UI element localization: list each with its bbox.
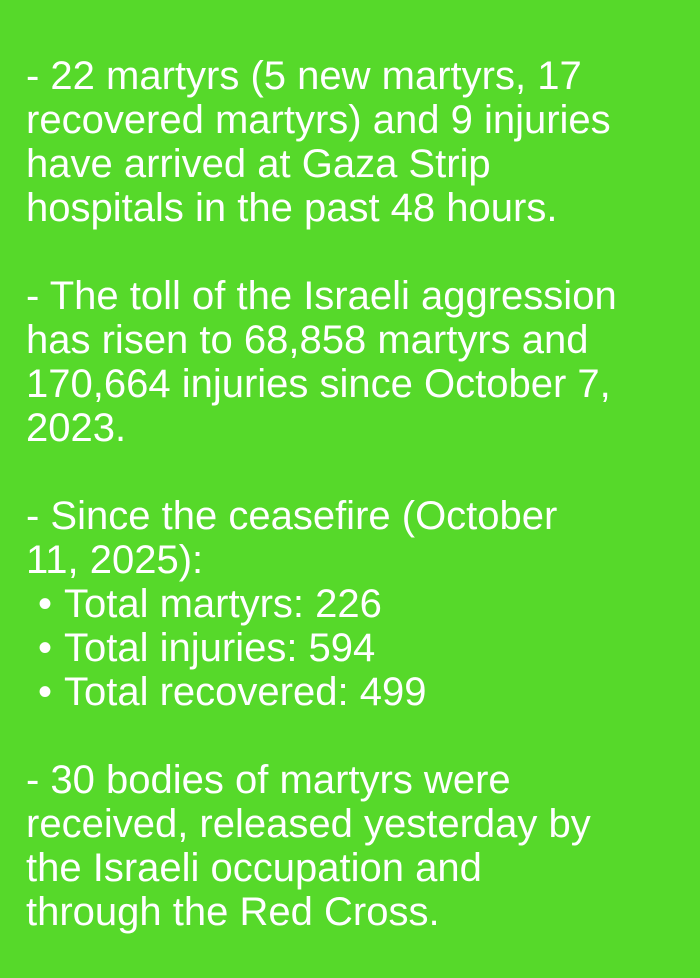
paragraph-line: - 22 martyrs (5 new martyrs, 17	[26, 54, 582, 98]
paragraph-line: - 30 bodies of martyrs were	[26, 758, 511, 802]
bullet-total-martyrs	[26, 582, 694, 626]
paragraph-toll	[26, 274, 694, 450]
paragraph-ceasefire	[26, 494, 694, 714]
paragraph-line: 170,664 injuries since October 7,	[26, 362, 611, 406]
paragraph-arrivals	[26, 54, 694, 230]
paragraph-line: recovered martyrs) and 9 injuries	[26, 98, 611, 142]
bullet-text: Total martyrs: 226	[64, 582, 382, 626]
bullet-glyph: •	[38, 626, 53, 670]
report-body	[26, 54, 694, 978]
paragraph-line: 2023.	[26, 406, 127, 450]
paragraph-line: the Israeli occupation and	[26, 846, 482, 890]
bullet-glyph: •	[38, 670, 53, 714]
bullet-glyph: •	[38, 582, 53, 626]
paragraph-line: - The toll of the Israeli aggression	[26, 274, 617, 318]
paragraph-line: have arrived at Gaza Strip	[26, 142, 491, 186]
bullet-text: Total injuries: 594	[64, 626, 376, 670]
paragraph-line: - Since the ceasefire (October	[26, 494, 558, 538]
paragraph-line: through the Red Cross.	[26, 890, 440, 934]
bullet-text: Total recovered: 499	[64, 670, 427, 714]
paragraph-line: has risen to 68,858 martyrs and	[26, 318, 589, 362]
paragraph-bodies-received	[26, 758, 694, 934]
paragraph-line: hospitals in the past 48 hours.	[26, 186, 558, 230]
paragraph-line: received, released yesterday by	[26, 802, 591, 846]
bullet-total-recovered	[26, 670, 694, 714]
paragraph-line: 11, 2025):	[26, 538, 204, 582]
bullet-total-injuries	[26, 626, 694, 670]
